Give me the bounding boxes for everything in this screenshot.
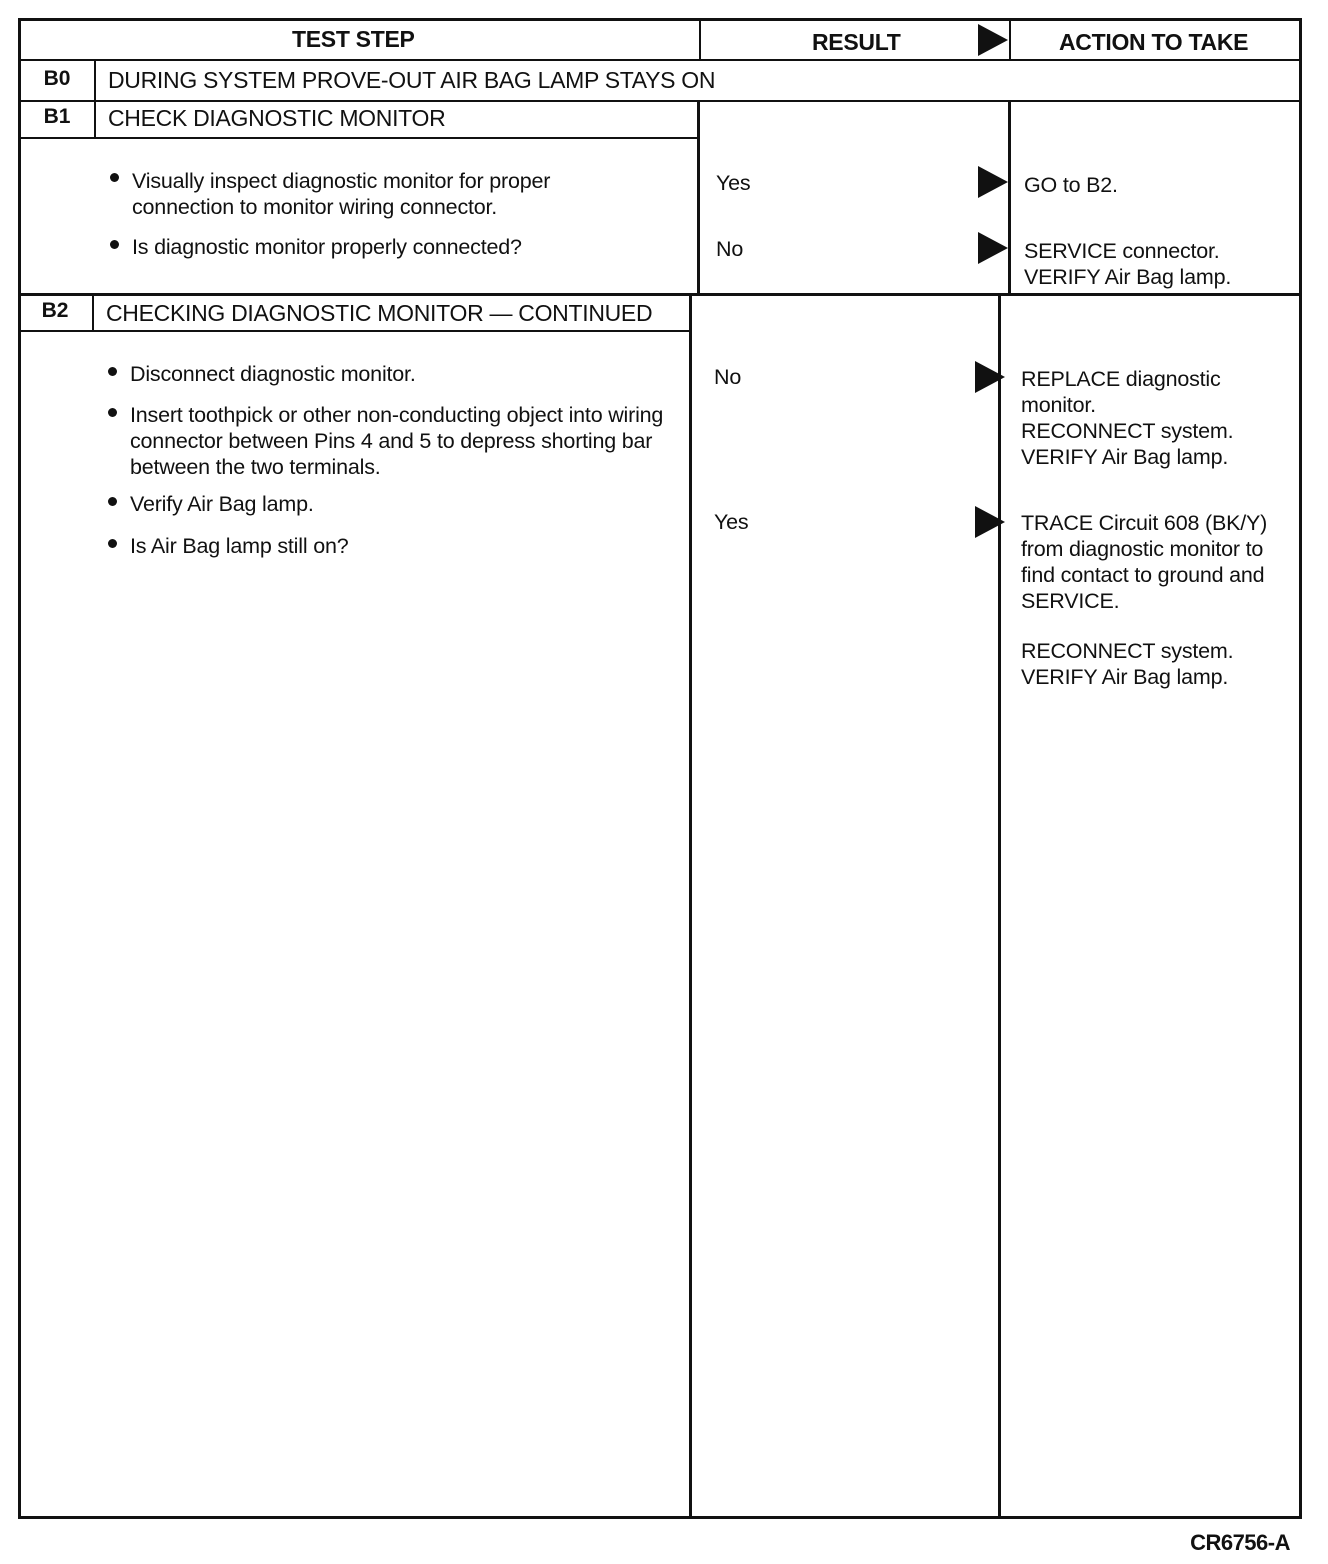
- b1-yes-arrow-icon: [978, 166, 1008, 198]
- b2-bullet-1: Disconnect diagnostic monitor.: [130, 362, 416, 386]
- bullet-icon: [110, 240, 119, 249]
- figure-code: CR6756-A: [1190, 1530, 1290, 1555]
- step-label-b2: B2: [41, 299, 69, 322]
- b2-yes-arrow-icon: [975, 506, 1005, 538]
- b2-bullet-4: Is Air Bag lamp still on?: [130, 534, 349, 558]
- b1-action-no-line2: VERIFY Air Bag lamp.: [1024, 265, 1232, 289]
- b1-action-yes: GO to B2.: [1024, 173, 1118, 197]
- bullet-icon: [108, 408, 117, 417]
- b1-result-no: No: [716, 237, 744, 261]
- step-label-b0: B0: [43, 67, 71, 90]
- b1-no-arrow-icon: [978, 232, 1008, 264]
- b2-action-no-line1: REPLACE diagnostic monitor.: [1021, 367, 1221, 417]
- b2-action-yes-line2: RECONNECT system. VERIFY Air Bag lamp.: [1021, 639, 1234, 689]
- step-title-b2: CHECKING DIAGNOSTIC MONITOR — CONTINUED: [106, 300, 653, 326]
- header-test-step: TEST STEP: [292, 26, 415, 52]
- b2-action-no-line3: VERIFY Air Bag lamp.: [1021, 445, 1229, 469]
- b2-no-arrow-icon: [975, 361, 1005, 393]
- b2-result-no: No: [714, 365, 742, 389]
- header-action: ACTION TO TAKE: [1059, 29, 1249, 55]
- b2-bullet-3: Verify Air Bag lamp.: [130, 492, 314, 516]
- step-title-b0: DURING SYSTEM PROVE-OUT AIR BAG LAMP STAYS ON: [108, 67, 716, 93]
- b2-action-no-line2: RECONNECT system.: [1021, 419, 1234, 443]
- bullet-icon: [110, 173, 119, 182]
- b2-bullet-2: Insert toothpick or other non-conducting object into wiring connector between Pins 4 and 5 to depress shorting bar between the two terminals.: [130, 403, 664, 479]
- b2-action-yes-line1: TRACE Circuit 608 (BK/Y) from diagnostic monitor to find contact to ground and SERVICE.: [1021, 511, 1268, 613]
- b1-bullet-1: Visually inspect diagnostic monitor for proper connection to monitor wiring connector.: [132, 169, 551, 219]
- b1-action-no-line1: SERVICE connector.: [1024, 239, 1220, 263]
- bullet-icon: [108, 497, 117, 506]
- b1-result-yes: Yes: [716, 171, 751, 195]
- step-label-b1: B1: [43, 105, 71, 128]
- header-result: RESULT: [812, 29, 901, 55]
- step-title-b1: CHECK DIAGNOSTIC MONITOR: [108, 105, 446, 131]
- header-arrow-icon: [978, 24, 1008, 56]
- bullet-icon: [108, 539, 117, 548]
- bullet-icon: [108, 367, 117, 376]
- b1-bullet-2: Is diagnostic monitor properly connected?: [132, 235, 522, 259]
- b2-result-yes: Yes: [714, 510, 749, 534]
